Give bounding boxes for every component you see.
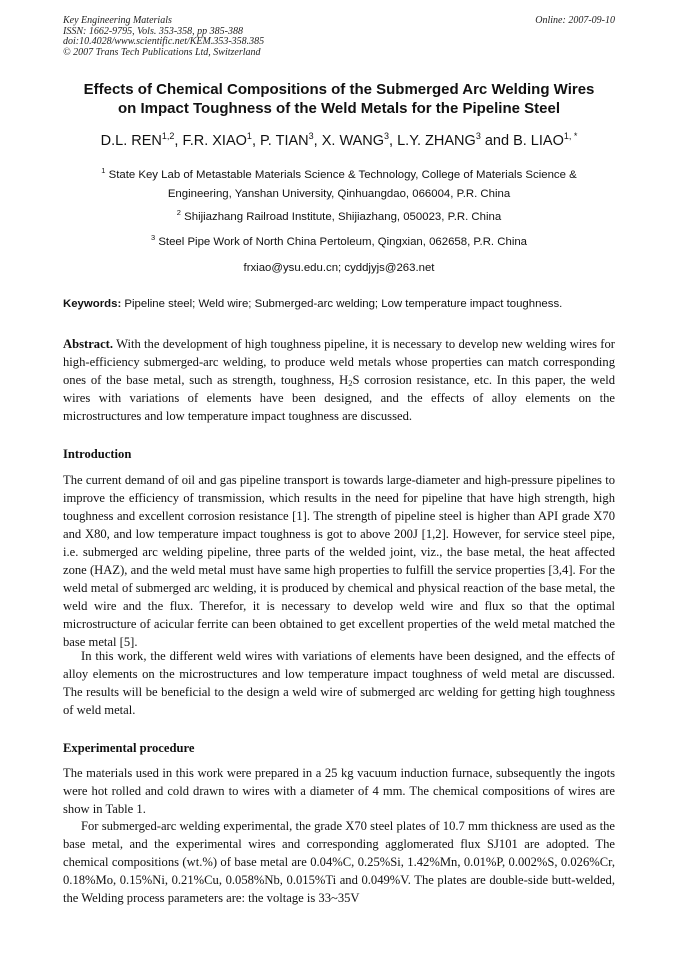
abstract-label: Abstract. bbox=[63, 337, 114, 351]
abstract-text-a: With the development of high toughness pipeline, it is necessary to develop new welding wires for high-efficiency submerged-arc welding, to produce weld metals whose properties can match corresponding ones of the base metal, such as strength, toughness, H bbox=[63, 337, 615, 387]
abstract bbox=[63, 335, 615, 425]
journal-name: Key Engineering Materials bbox=[63, 15, 172, 26]
introduction-paragraph-1: The current demand of oil and gas pipeline transport is towards large-diameter and high-pressure pipelines to improve the efficiency of transmission, which results in the need for pipeline that have high strength, high toughness and excellent corrosion resistance [1]. The strength of pipeline steel is higher than API grade X70 and X80, and low temperature impact toughness is got to above 200J [1,2]. However, for service steel pipe, i.e. submerged arc welding pipeline, three parts of the welded joint, viz., the base metal, the heat affected zone (HAZ), and the weld metal must have same high properties to fulfill the service properties [3,4]. For the weld metal of submerged arc welding, it is produced by chemical and physical reaction of the base metal, the weld wire and the flux. Therefor, it is necessary to develop weld wire and flux so that the optimal microstructure of acicular ferrite can been obtained to get excellent properties of the weld metal matched the base metal [5]. bbox=[63, 473, 615, 649]
affiliation-mark: 2 bbox=[176, 208, 181, 217]
introduction-heading: Introduction bbox=[63, 447, 132, 461]
abstract-subscript: 2 bbox=[348, 378, 353, 388]
journal-doi: doi:10.4028/www.scientific.net/KEM.353-358.385 bbox=[63, 36, 265, 48]
author-name: X. WANG bbox=[321, 133, 385, 149]
author-name: D.L. REN bbox=[100, 133, 162, 149]
affiliation-1 bbox=[60, 166, 618, 204]
experimental-heading: Experimental procedure bbox=[63, 741, 195, 755]
affiliation-mark: 3 bbox=[150, 233, 156, 242]
author-separator: , bbox=[313, 133, 322, 149]
affiliation-3 bbox=[60, 233, 618, 252]
author-separator: , bbox=[251, 133, 260, 149]
email-text: frxiao@ysu.edu.cn; cyddjyjs@263.net bbox=[243, 262, 435, 274]
experimental-paragraph-2: For submerged-arc welding experimental, the grade X70 steel plates of 10.7 mm thickness are used as the base metal, and the experimental wires and corresponding agglomerated flux SJ101 are adopted. The chemical compositions (wt.%) of base metal are 0.04%C, 0.25%Si, 1.42%Mn, 0.01%P, 0.002%S, 0.026%Cr, 0.18%Mo, 0.15%Ni, 0.21%Cu, 0.058%Nb, 0.015%Ti and 0.049%V. The plates are double-side butt-welded, the Welding process parameters are: the voltage is 33~35V bbox=[63, 819, 615, 905]
paper-title bbox=[40, 80, 638, 118]
affiliation-3-text: Steel Pipe Work of North China Pertoleum, Qingxian, 062658, P.R. China bbox=[158, 236, 528, 248]
affiliation-1-line-1: State Key Lab of Metastable Materials Science & Technology, College of Materials Science & bbox=[108, 169, 577, 181]
journal-header bbox=[63, 16, 615, 58]
author-affiliation-mark: 3 bbox=[384, 131, 390, 141]
author-separator: , bbox=[389, 133, 398, 149]
author-name: B. LIAO bbox=[513, 133, 564, 149]
affiliation-2-text: Shijiazhang Railroad Institute, Shijiazhang, 050023, P.R. China bbox=[184, 211, 502, 223]
introduction-paragraph-2: In this work, the different weld wires with variations of elements have been designed, and the effects of alloy elements on the microstructures and low temperature impact toughness of weld metal are discussed. The results will be beneficial to the design a weld wire of submerged arc welding for getting high toughness of weld metal. bbox=[63, 649, 615, 717]
affiliation-1-line-2: Engineering, Yanshan University, Qinhuangdao, 066004, P.R. China bbox=[167, 188, 511, 200]
abstract-text-b: S corrosion resistance, etc. In this paper, the weld wires with variations of elements have been designed, and the effects of alloy elements on the microstructures and low temperature impact toughness are discussed. bbox=[63, 373, 615, 423]
author-name: L.Y. ZHANG bbox=[397, 133, 476, 149]
journal-issn: ISSN: 1662-9795, Vols. 353-358, pp 385-388 bbox=[63, 25, 243, 37]
author-affiliation-mark: 3 bbox=[475, 131, 481, 141]
contact-email bbox=[60, 259, 618, 278]
title-line-1: Effects of Chemical Compositions of the Submerged Arc Welding Wires bbox=[83, 81, 595, 98]
author-affiliation-mark: 3 bbox=[308, 131, 314, 141]
author-affiliation-mark: 1, * bbox=[563, 131, 578, 141]
author-name: F.R. XIAO bbox=[182, 133, 247, 149]
author-separator: and bbox=[480, 133, 514, 149]
keywords-text: Pipeline steel; Weld wire; Submerged-arc welding; Low temperature impact toughness. bbox=[121, 298, 563, 310]
journal-copyright: © 2007 Trans Tech Publications Ltd, Switzerland bbox=[63, 46, 261, 58]
author-name: P. TIAN bbox=[260, 133, 309, 149]
affiliation-mark: 1 bbox=[101, 166, 106, 175]
keywords-label: Keywords: bbox=[63, 298, 122, 310]
keywords bbox=[63, 296, 623, 312]
author-affiliation-mark: 1,2 bbox=[161, 131, 175, 141]
online-date: Online: 2007-09-10 bbox=[535, 15, 615, 26]
experimental-paragraph-1: The materials used in this work were prepared in a 25 kg vacuum induction furnace, subsequently the ingots were hot rolled and cold drawn to wires with a diameter of 4 mm. The chemical compositions of wires are show in Table 1. bbox=[63, 766, 615, 816]
affiliation-2 bbox=[60, 208, 618, 227]
author-separator: , bbox=[174, 133, 183, 149]
author-affiliation-mark: 1 bbox=[246, 131, 252, 141]
title-line-2: on Impact Toughness of the Weld Metals for the Pipeline Steel bbox=[117, 100, 560, 117]
author-list bbox=[40, 131, 638, 151]
